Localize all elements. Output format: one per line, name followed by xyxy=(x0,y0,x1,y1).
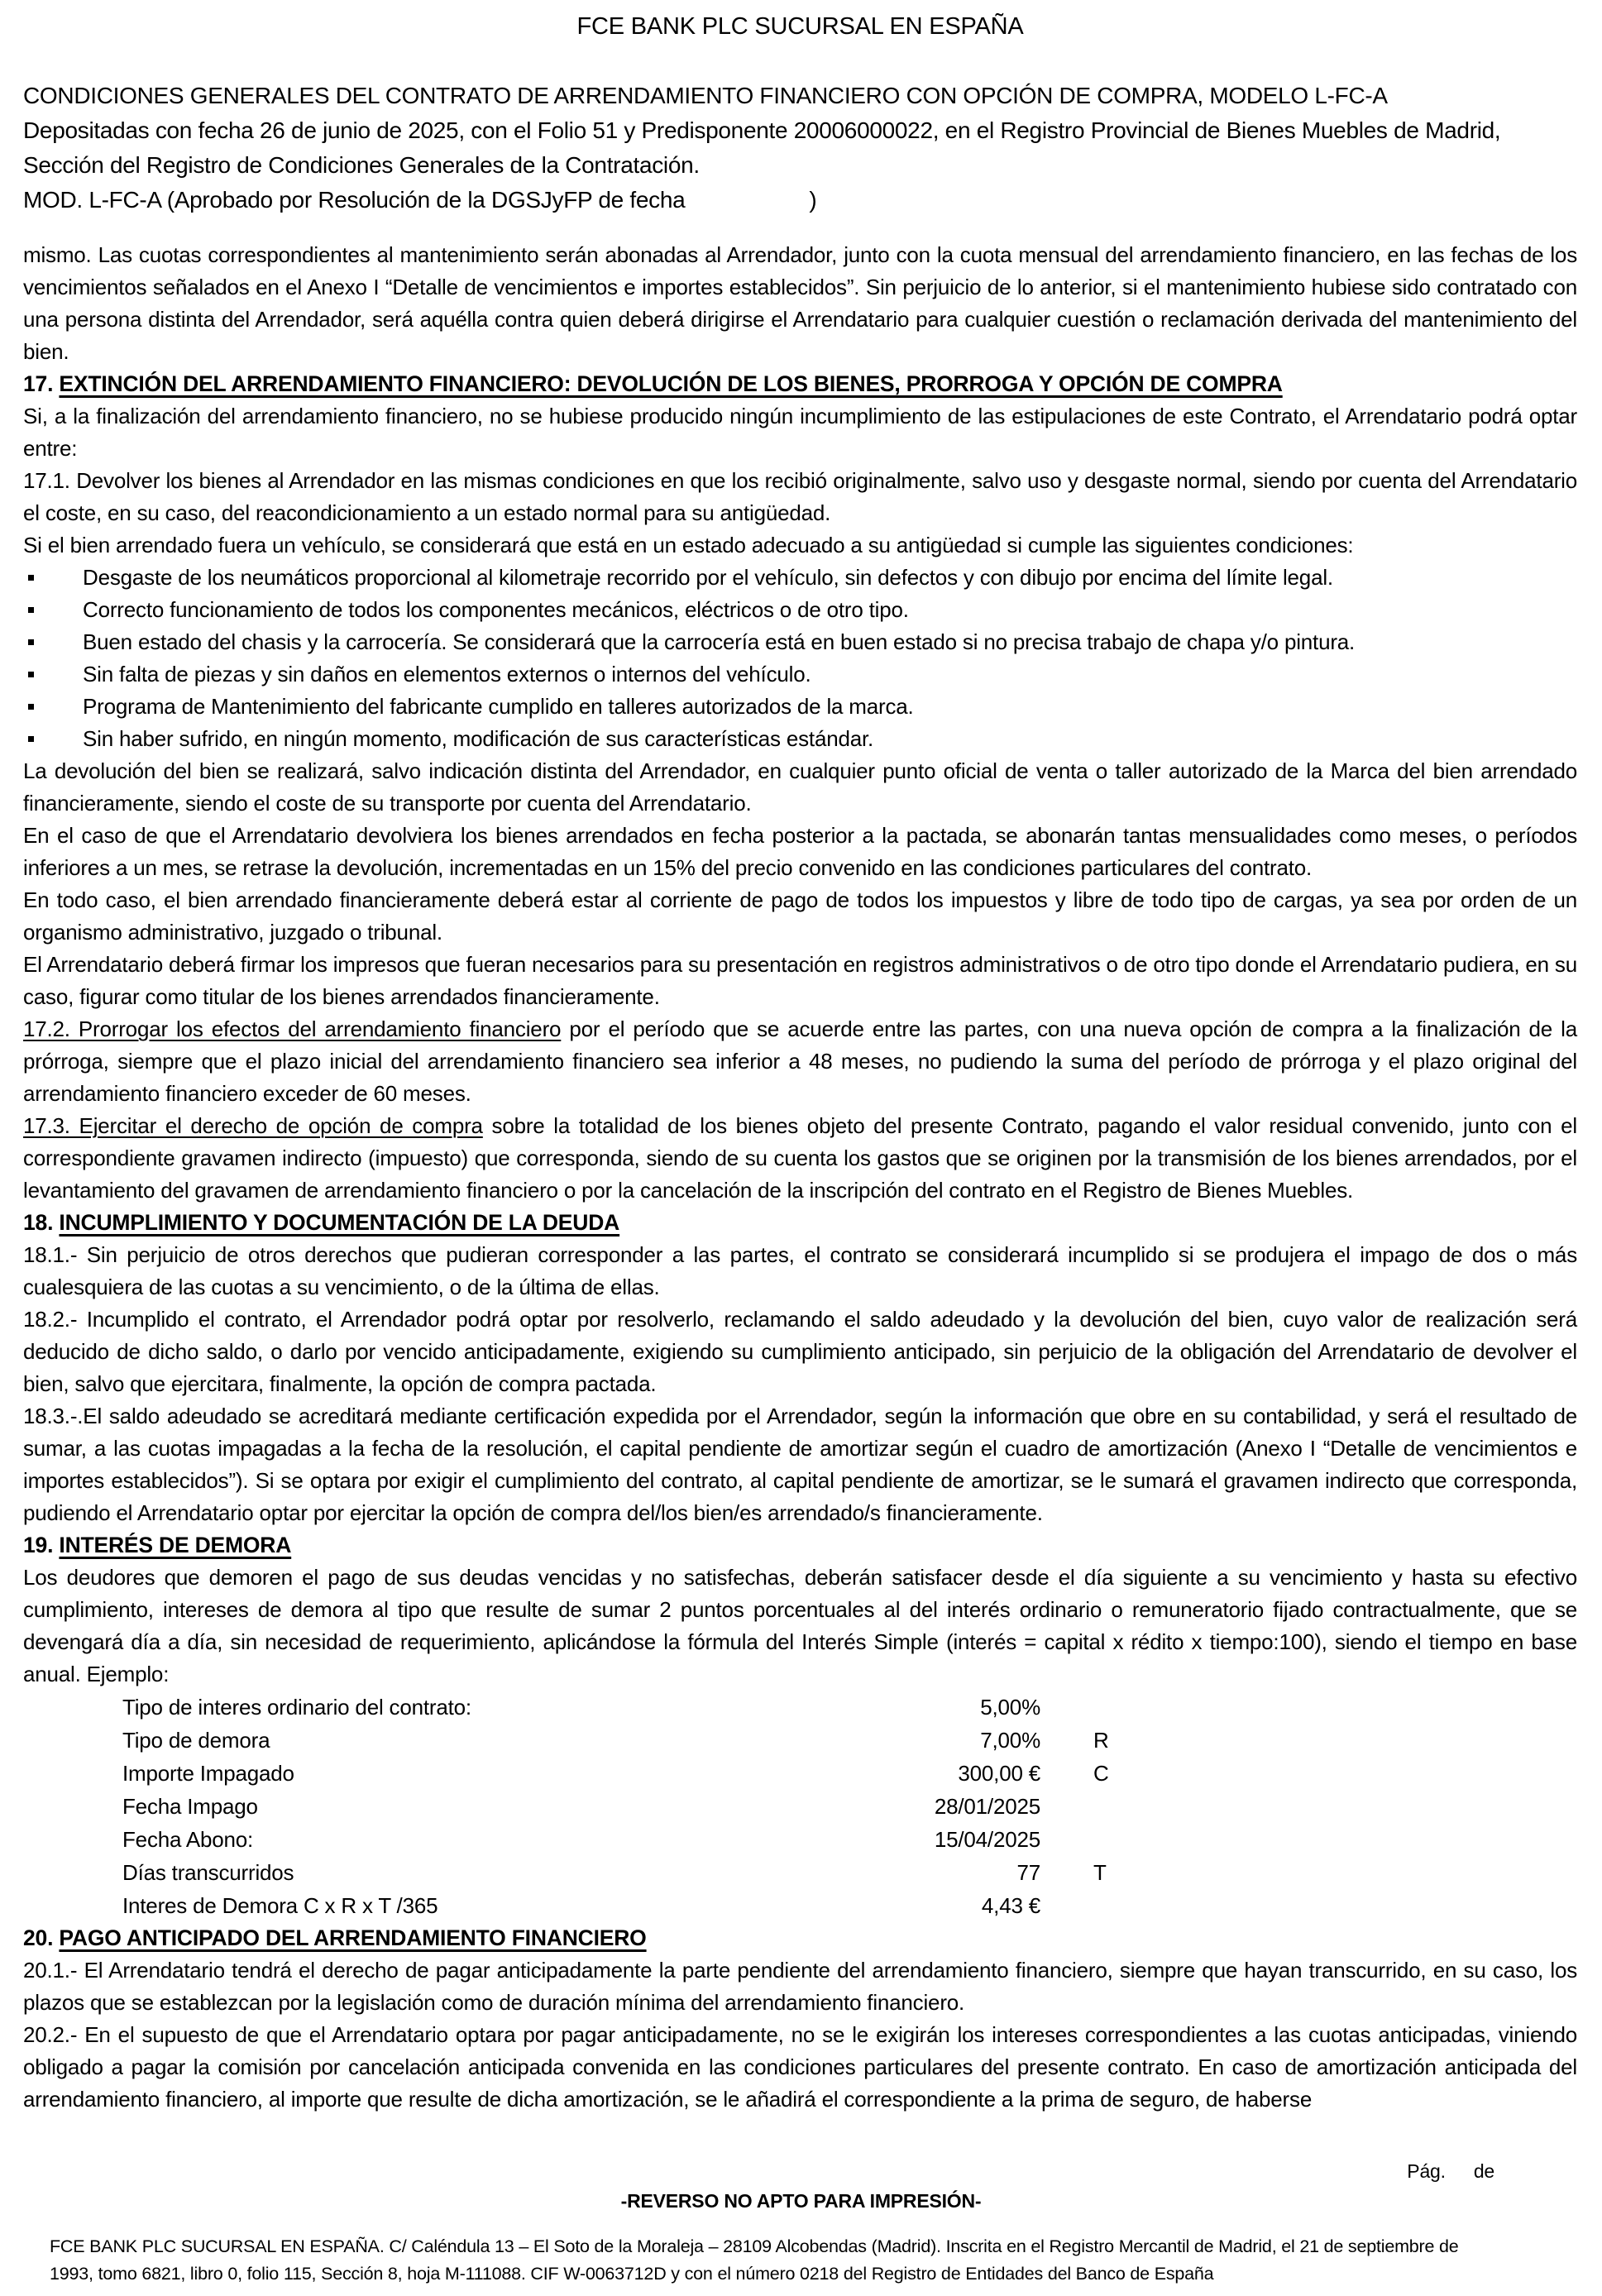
table-row xyxy=(23,1691,1577,1724)
list-item-text: Sin falta de piezas y sin daños en elementos externos o internos del vehículo. xyxy=(83,662,811,686)
row-value: 4,43 € xyxy=(981,1893,1040,1918)
paragraph-17-option-intro: Si, a la finalización del arrendamiento financiero, no se hubiese producido ningún incumplimiento de las estipulaciones de este Contrato, el Arrendatario podrá optar entre: xyxy=(23,404,1577,461)
list-item-text: Sin haber sufrido, en ningún momento, modificación de sus características estándar. xyxy=(83,726,874,751)
row-label: Fecha Impago xyxy=(122,1794,258,1819)
row-symbol: T xyxy=(1093,1860,1107,1885)
paragraph-17-1: 17.1. Devolver los bienes al Arrendador en las mismas condiciones en que los recibió originalmente, salvo uso y desgaste normal, siendo por cuenta del Arrendatario el coste, en su caso, del reacondicionamiento a un estado normal para su antigüedad. xyxy=(23,468,1577,525)
header-deposit-line: Depositadas con fecha 26 de junio de 2025, con el Folio 51 y Predisponente 20006000022, en el Registro Provincial de Bienes Muebles de Madrid, Sección del Registro de Condiciones Generales de la Contratación. xyxy=(23,117,1501,178)
heading-18-number: 18. xyxy=(23,1210,54,1235)
table-row xyxy=(23,1790,1577,1823)
heading-19 xyxy=(23,1529,1577,1562)
paragraph-17-2-rest: por el período que se acuerde entre las partes, con una nueva opción de compra a la finalización de la prórroga, siempre que el plazo inicial del arrendamiento financiero sea inferior a 48 meses, no pudiendo la suma del período de prórroga y el plazo original del arrendamiento financiero exceder de 60 meses. xyxy=(23,1016,1577,1106)
paragraph-20-2: 20.2.- En el supuesto de que el Arrendatario optara por pagar anticipadamente, no se le exigirán los intereses correspondientes a las cuotas anticipadas, viniendo obligado a pagar la comisión por cancelación anticipada convenida en las condiciones particulares del presente contrato. En caso de amortización anticipada del arrendamiento financiero, al importe que resulte de dicha amortización, se le añadirá el correspondiente a la prima de seguro, de haberse xyxy=(23,2022,1577,2112)
list-item-text: Correcto funcionamiento de todos los componentes mecánicos, eléctricos o de otro tipo. xyxy=(83,597,909,622)
reverso-note: -REVERSO NO APTO PARA IMPRESIÓN- xyxy=(620,2190,982,2212)
page-number-area xyxy=(1407,2160,1494,2183)
pag-label: Pág. xyxy=(1407,2160,1446,2182)
de-label: de xyxy=(1473,2160,1494,2182)
row-label: Importe Impagado xyxy=(122,1761,294,1786)
header-conditions-line: CONDICIONES GENERALES DEL CONTRATO DE ARRENDAMIENTO FINANCIERO CON OPCIÓN DE COMPRA, MODELO L-FC-A xyxy=(23,83,1388,108)
list-item xyxy=(23,594,1577,626)
document-body xyxy=(23,239,1577,2116)
paragraph-17-3-lead: 17.3. Ejercitar el derecho de opción de compra xyxy=(23,1113,483,1138)
paragraph-late-return: En el caso de que el Arrendatario devolviera los bienes arrendados en fecha posterior a la pactada, se abonarán tantas mensualidades como meses, o períodos inferiores a un mes, se retrase la devolución, incrementadas en un 15% del precio convenido en las condiciones particulares del contrato. xyxy=(23,823,1577,880)
row-label: Tipo de interes ordinario del contrato: xyxy=(122,1695,471,1720)
paragraph-18-3: 18.3.-.El saldo adeudado se acreditará mediante certificación expedida por el Arrendador, según la información que obre en su contabilidad, y será el resultado de sumar, a las cuotas impagadas a la fecha de la resolución, el capital pendiente de amortizar según el cuadro de amortización (Anexo I “Detalle de vencimientos e importes establecidos”). Si se optara por exigir el cumplimiento del contrato, al capital pendiente de amortizar, se le sumará el gravamen indirecto que corresponda, pudiendo el Arrendatario optar por ejercitar la opción de compra del/los bien/es arrendado/s financieramente. xyxy=(23,1404,1577,1525)
heading-18-title: INCUMPLIMIENTO Y DOCUMENTACIÓN DE LA DEUDA xyxy=(59,1210,620,1235)
row-value: 77 xyxy=(1016,1860,1040,1885)
paragraph-18-1: 18.1.- Sin perjuicio de otros derechos que pudieran corresponder a las partes, el contrato se considerará incumplido si se produjera el impago de dos o más cualesquiera de las cuotas a su vencimiento, o de la última de ellas. xyxy=(23,1242,1577,1299)
table-row xyxy=(23,1757,1577,1790)
list-item-text: Programa de Mantenimiento del fabricante cumplido en talleres autorizados de la marca. xyxy=(83,694,914,719)
header-mod-suffix: ) xyxy=(809,187,817,213)
list-item xyxy=(23,562,1577,594)
paragraph-17-3 xyxy=(23,1110,1577,1207)
page-title: FCE BANK PLC SUCURSAL EN ESPAÑA xyxy=(576,13,1024,40)
paragraph-return-location: La devolución del bien se realizará, salvo indicación distinta del Arrendador, en cualquier punto oficial de venta o taller autorizado de la Marca del bien arrendado financieramente, siendo el coste de su transporte por cuenta del Arrendatario. xyxy=(23,758,1577,816)
heading-17-title: EXTINCIÓN DEL ARRENDAMIENTO FINANCIERO: DEVOLUCIÓN DE LOS BIENES, PRORROGA Y OPCIÓN DE COMPRA xyxy=(59,371,1283,396)
row-value: 7,00% xyxy=(980,1728,1040,1753)
table-row xyxy=(23,1724,1577,1757)
document-header xyxy=(23,79,1577,218)
list-item xyxy=(23,723,1577,755)
paragraph-intro: mismo. Las cuotas correspondientes al mantenimiento serán abonadas al Arrendador, junto con la cuota mensual del arrendamiento financiero, en las fechas de los vencimientos señalados en el Anexo I “Detalle de vencimientos e importes establecidos”. Sin perjuicio de lo anterior, si el mantenimiento hubiese sido contratado con una persona distinta del Arrendador, será aquélla contra quien deberá dirigirse el Arrendatario para cualquier cuestión o reclamación derivada del mantenimiento del bien. xyxy=(23,242,1577,364)
paragraph-18-2: 18.2.- Incumplido el contrato, el Arrendador podrá optar por resolverlo, reclamando el saldo adeudado y la devolución del bien, cuyo valor de realización será deducido de dicho saldo, o darlo por vencido anticipadamente, exigiendo su cumplimiento anticipado, sin perjuicio de la obligación del Arrendatario de devolver el bien, salvo que ejercitara, finalmente, la opción de compra pactada. xyxy=(23,1307,1577,1396)
paragraph-20-1: 20.1.- El Arrendatario tendrá el derecho de pagar anticipadamente la parte pendiente del arrendamiento financiero, siempre que hayan transcurrido, en su caso, los plazos que se establezcan por la legislación como de duración mínima del arrendamiento financiero. xyxy=(23,1958,1577,2015)
table-row xyxy=(23,1856,1577,1889)
header-mod-line xyxy=(23,183,1577,218)
paragraph-17-2-lead: 17.2. Prorrogar los efectos del arrendamiento financiero xyxy=(23,1016,562,1041)
row-symbol xyxy=(1093,1790,1143,1823)
paragraph-default-interest: Los deudores que demoren el pago de sus deudas vencidas y no satisfechas, deberán satisfacer desde el día siguiente a su vencimiento y hasta su efectivo cumplimiento, intereses de demora al tipo que resulte de sumar 2 puntos porcentuales al del interés ordinario o remuneratorio fijado contractualmente, que se devengará día a día, sin necesidad de requerimiento, aplicándose la fórmula del Interés Simple (interés = capital x rédito x tiempo:100), siendo el tiempo en base anual. Ejemplo: xyxy=(23,1565,1577,1686)
heading-20-title: PAGO ANTICIPADO DEL ARRENDAMIENTO FINANCIERO xyxy=(59,1925,647,1950)
paragraph-17-2 xyxy=(23,1013,1577,1110)
page-content xyxy=(23,0,1577,2116)
heading-20 xyxy=(23,1922,1577,1954)
list-item xyxy=(23,691,1577,723)
heading-20-number: 20. xyxy=(23,1925,54,1950)
row-value: 5,00% xyxy=(980,1695,1040,1720)
row-symbol: R xyxy=(1093,1728,1109,1753)
heading-17 xyxy=(23,368,1577,400)
row-symbol xyxy=(1093,1823,1143,1856)
heading-19-number: 19. xyxy=(23,1533,54,1557)
paragraph-vehicle-condition: Si el bien arrendado fuera un vehículo, se considerará que está en un estado adecuado a su antigüedad si cumple las siguientes condiciones: xyxy=(23,533,1354,557)
heading-19-title: INTERÉS DE DEMORA xyxy=(59,1533,292,1557)
paragraph-17-3-rest: sobre la totalidad de los bienes objeto del presente Contrato, pagando el valor residual convenido, junto con el correspondiente gravamen indirecto (impuesto) que corresponda, siendo de su cuenta los gastos que se originen por la transmisión de los bienes arrendados, por el levantamiento del gravamen de arrendamiento financiero o por la cancelación de la inscripción del contrato en el Registro de Bienes Muebles. xyxy=(23,1113,1577,1203)
paragraph-taxes: En todo caso, el bien arrendado financieramente deberá estar al corriente de pago de todos los impuestos y libre de todo tipo de cargas, ya sea por orden de un organismo administrativo, juzgado o tribunal. xyxy=(23,887,1577,945)
row-label: Días transcurridos xyxy=(122,1860,294,1885)
list-item xyxy=(23,626,1577,658)
paragraph-forms: El Arrendatario deberá firmar los impresos que fueran necesarios para su presentación en registros administrativos o de otro tipo donde el Arrendatario pudiera, en su caso, figurar como titular de los bienes arrendados financieramente. xyxy=(23,952,1577,1009)
list-item-text: Buen estado del chasis y la carrocería. Se considerará que la carrocería está en buen estado si no precisa trabajo de chapa y/o pintura. xyxy=(83,629,1356,654)
row-label: Fecha Abono: xyxy=(122,1827,254,1852)
row-label: Tipo de demora xyxy=(122,1728,270,1753)
row-value: 300,00 € xyxy=(958,1761,1040,1786)
interest-example-table xyxy=(23,1691,1577,1922)
row-symbol xyxy=(1093,1691,1143,1724)
row-value: 15/04/2025 xyxy=(934,1827,1040,1852)
row-symbol xyxy=(1093,1889,1143,1922)
heading-17-number: 17. xyxy=(23,371,54,396)
row-symbol: C xyxy=(1093,1761,1109,1786)
header-mod-prefix: MOD. L-FC-A (Aprobado por Resolución de la DGSJyFP de fecha xyxy=(23,187,686,213)
table-row xyxy=(23,1889,1577,1922)
list-item-text: Desgaste de los neumáticos proporcional al kilometraje recorrido por el vehículo, sin defectos y con dibujo por encima del límite legal. xyxy=(83,565,1333,590)
row-value: 28/01/2025 xyxy=(934,1794,1040,1819)
row-label: Interes de Demora C x R x T /365 xyxy=(122,1893,438,1918)
heading-18 xyxy=(23,1207,1577,1239)
list-item xyxy=(23,658,1577,691)
company-footer: FCE BANK PLC SUCURSAL EN ESPAÑA. C/ Caléndula 13 – El Soto de la Moraleja – 28109 Alcobendas (Madrid). Inscrita en el Registro Mercantil de Madrid, el 21 de septiembre de 1993, tomo 6821, libro 0, folio 115, Sección 8, hoja M-111088. CIF W-0063712D y con el número 0218 del Registro de Entidades del Banco de España xyxy=(50,2236,1459,2284)
table-row xyxy=(23,1823,1577,1856)
